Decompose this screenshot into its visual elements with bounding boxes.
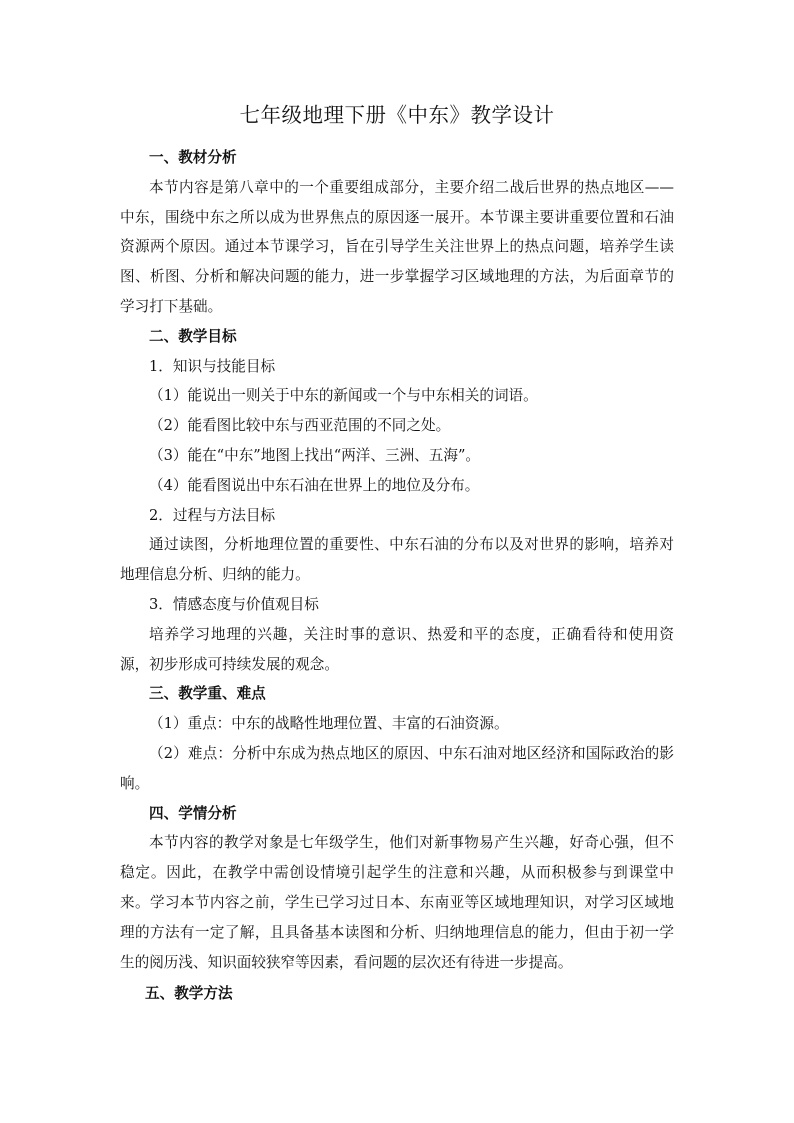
textbook-analysis-paragraph: 本节内容是第八章中的一个重要组成部分，主要介绍二战后世界的热点地区——中东，围绕中东之所以成为世界焦点的原因逐一展开。本节课主要讲重要位置和石油资源两个原因。通过本节课学习，旨在引导学生关注世界上的热点问题，培养学生读图、析图、分析和解决问题的能力，进一步掌握学习区域地理的方法，为后面章节的学习打下基础。 xyxy=(120,178,674,315)
subheading-attitudes-values: 3．情感态度与价值观目标 xyxy=(149,595,319,613)
key-point-item: （1）重点：中东的战略性地理位置、丰富的石油资源。 xyxy=(149,715,509,733)
section-heading-teaching-objectives: 二、教学目标 xyxy=(149,327,237,345)
section-heading-key-difficult-points: 三、教学重、难点 xyxy=(149,685,266,703)
difficult-point-item: （2）难点：分析中东成为热点地区的原因、中东石油对地区经济和国际政治的影响。 xyxy=(120,744,674,792)
subheading-knowledge-skills: 1．知识与技能目标 xyxy=(149,357,276,375)
objective-item-1: （1）能说出一则关于中东的新闻或一个与中东相关的词语。 xyxy=(149,387,538,405)
section-heading-teaching-methods: 五、教学方法 xyxy=(145,985,233,1003)
document-body xyxy=(120,143,674,1009)
learner-analysis-paragraph: 本节内容的教学对象是七年级学生，他们对新事物易产生兴趣，好奇心强，但不稳定。因此，在教学中需创设情境引起学生的注意和兴趣，从而积极参与到课堂中来。学习本节内容之前，学生已学习过日本、东南亚等区域地理知识，对学习区域地理的方法有一定了解，且具备基本读图和分析、归纳地理信息的能力，但由于初一学生的阅历浅、知识面较狭窄等因素，看问题的层次还有待进一步提高。 xyxy=(120,834,674,971)
objective-item-3: （3）能在“中东”地图上找出“两洋、三洲、五海”。 xyxy=(149,446,481,464)
objective-item-2: （2）能看图比较中东与西亚范围的不同之处。 xyxy=(149,417,451,435)
section-heading-learner-analysis: 四、学情分析 xyxy=(149,804,237,822)
process-methods-paragraph: 通过读图，分析地理位置的重要性、中东石油的分布以及对世界的影响，培养对地理信息分析、归纳的能力。 xyxy=(120,536,674,584)
attitudes-values-paragraph: 培养学习地理的兴趣，关注时事的意识、热爱和平的态度，正确看待和使用资源，初步形成可持续发展的观念。 xyxy=(120,625,674,673)
document-title: 七年级地理下册《中东》教学设计 xyxy=(239,103,555,127)
subheading-process-methods: 2．过程与方法目标 xyxy=(149,506,276,524)
objective-item-4: （4）能看图说出中东石油在世界上的地位及分布。 xyxy=(149,476,480,494)
section-heading-textbook-analysis: 一、教材分析 xyxy=(149,149,237,166)
